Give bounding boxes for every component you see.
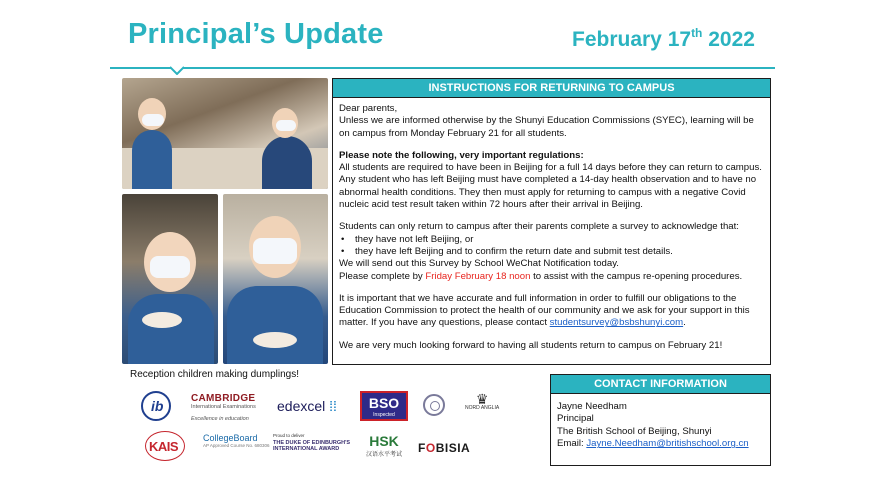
ib-logo (141, 391, 171, 421)
deadline-after: to assist with the campus re-opening procedures. (530, 270, 743, 282)
list-item: • they have left Beijing and to confirm the return date and submit test details. (339, 246, 764, 258)
school-seal-icon (423, 394, 445, 416)
page-title: Principal’s Update (128, 18, 384, 50)
instructions-heading: INSTRUCTIONS FOR RETURNING TO CAMPUS (333, 79, 770, 98)
kais-logo-text: KAIS (149, 439, 179, 454)
photo-child (262, 136, 312, 189)
photo-mask (142, 114, 164, 126)
collegeboard-logo (203, 433, 269, 448)
survey-list (339, 234, 764, 259)
photo-caption: Reception children making dumplings! (130, 369, 299, 380)
hsk-logo-sub: 汉语水平考试 (366, 452, 403, 458)
hsk-logo-text: HSK (369, 433, 399, 449)
photo-child (132, 130, 172, 189)
photo-child (128, 294, 214, 364)
info-paragraph (339, 293, 764, 330)
nord-anglia-text: NORD ANGLIA (465, 405, 500, 411)
bso-logo-text: BSO (368, 395, 400, 411)
contact-email-label: Email: (557, 438, 587, 450)
header-rule (110, 67, 775, 69)
fobisia-logo-rest: BISIA (435, 441, 471, 455)
info-end: . (683, 317, 686, 329)
contact-role: Principal (557, 413, 594, 425)
doe-logo-small: Proud to deliver (273, 433, 305, 438)
contact-email-line (557, 438, 765, 450)
info-text: It is important that we have accurate and full information in order to fulfill our obligations to the Education Commission to protect the health of our community and we ask for your support in this matter. If you have any questions, please contact (339, 292, 750, 329)
fobisia-logo-f: F (418, 441, 426, 455)
photo-dumpling (142, 312, 182, 328)
photo-girl-dumpling (122, 194, 218, 364)
nord-anglia-logo (465, 392, 499, 411)
collegeboard-logo-sub: AP Approved Course No. 680306 (203, 443, 270, 448)
deadline-before: Please complete by (339, 270, 426, 282)
edexcel-logo-text: edexcel (277, 398, 326, 414)
ib-logo-text: ib (151, 398, 164, 414)
contact-body (551, 394, 770, 451)
survey-email-link[interactable]: studentsurvey@bsbshunyi.com (549, 317, 684, 329)
contact-panel (550, 374, 771, 466)
deadline-line (339, 271, 764, 283)
fobisia-logo (418, 441, 470, 455)
bso-logo (360, 391, 408, 421)
photo-child (227, 286, 323, 364)
instructions-body (333, 98, 770, 352)
date-suffix: th (691, 26, 703, 40)
cambridge-logo-tag: Excellence in education (191, 416, 249, 422)
hsk-logo (366, 434, 402, 458)
duke-of-edinburgh-logo (273, 433, 353, 452)
edexcel-logo-mark: ⁞⁞ (329, 398, 337, 414)
instructions-panel (332, 78, 771, 365)
crown-icon: ♛ (475, 391, 489, 407)
photo-boy-dumpling (223, 194, 328, 364)
contact-school: The British School of Beijing, Shunyi (557, 425, 712, 437)
kais-logo (145, 431, 187, 461)
fobisia-logo-o: O (425, 441, 436, 455)
doe-logo-title: THE DUKE OF EDINBURGH'S INTERNATIONAL AWARD (273, 440, 351, 452)
photo-classroom-dumplings (122, 78, 328, 189)
edexcel-logo (277, 398, 337, 414)
photo-mask (276, 120, 296, 131)
date-year: 2022 (708, 28, 755, 51)
intro-paragraph: Unless we are informed otherwise by the Shunyi Education Commissions (SYEC), learning will be on campus from Monday February 21 for all students. (339, 115, 754, 139)
regulations-paragraph: All students are required to have been in Beijing for a full 14 days before they can return to campus. Any student who has left Beijing must have completed a 14-day health observation and to have no abnormal health conditions. They then must apply for returning to campus with a negative Covid nucleic acid test result taken within 72 hours after their arrival in Beijing. (339, 162, 762, 211)
cambridge-logo (191, 393, 256, 422)
collegeboard-logo-text: CollegeBoard (203, 433, 258, 443)
photo-mask (253, 238, 297, 264)
closing-paragraph: We are very much looking forward to having all students return to campus on February 21! (339, 339, 723, 351)
survey-intro: Students can only return to campus after their parents complete a survey to acknowledge that: (339, 221, 739, 233)
cambridge-logo-text: CAMBRIDGE (191, 393, 256, 404)
cambridge-logo-sub: International Examinations (191, 404, 256, 410)
regulations-heading: Please note the following, very important regulations: (339, 149, 584, 161)
deadline-highlight: Friday February 18 noon (425, 270, 531, 282)
photo-mask (150, 256, 190, 278)
list-item: • they have not left Beijing, or (339, 234, 764, 246)
date-main: February 17 (572, 28, 692, 51)
survey-send-note: We will send out this Survey by School WeChat Notification today. (339, 258, 619, 270)
contact-heading: CONTACT INFORMATION (551, 375, 770, 394)
bso-logo-sub: Inspected (373, 412, 395, 418)
contact-name: Jayne Needham (557, 401, 627, 412)
photo-dumpling (253, 332, 297, 348)
issue-date (572, 26, 755, 52)
contact-email-link[interactable]: Jayne.Needham@britishschool.org.cn (586, 438, 749, 450)
greeting: Dear parents, (339, 103, 398, 114)
header-rule-notch (170, 66, 184, 75)
